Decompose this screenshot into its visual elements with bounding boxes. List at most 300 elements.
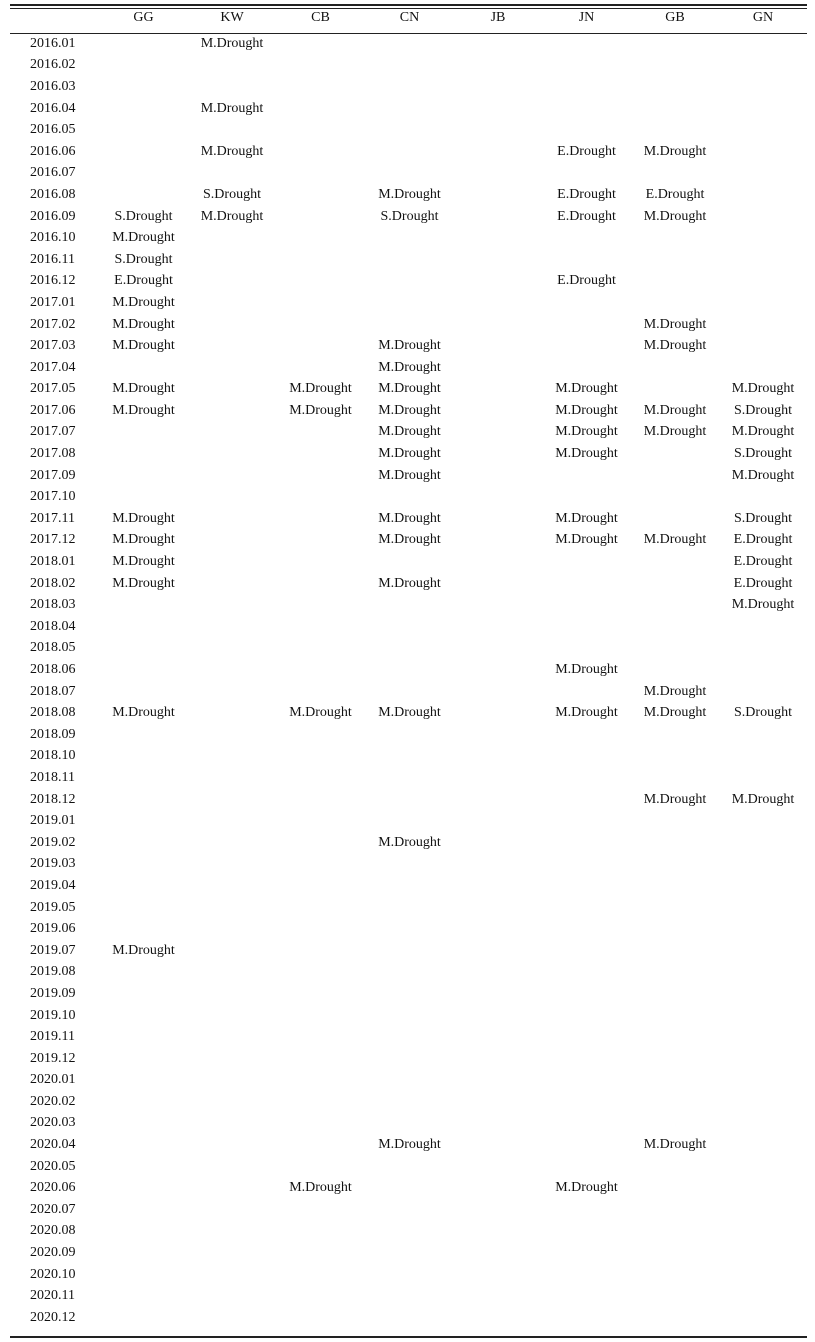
drought-cell-cb xyxy=(276,918,365,940)
drought-cell-gb: M.Drought xyxy=(643,705,707,721)
drought-cell-cn: M.Drought xyxy=(378,381,441,397)
drought-cell-jb xyxy=(454,508,542,530)
row-date: 2017.08 xyxy=(30,446,76,462)
table-row xyxy=(10,206,807,228)
table-row xyxy=(10,249,807,271)
drought-cell-cb xyxy=(276,1156,365,1178)
drought-cell-cn xyxy=(365,227,454,249)
drought-cell-jb xyxy=(454,227,542,249)
drought-cell-gg xyxy=(99,1156,188,1178)
drought-cell-jn xyxy=(542,875,631,897)
drought-cell-jn xyxy=(542,897,631,919)
drought-cell-gb: M.Drought xyxy=(643,208,707,224)
row-date: 2019.10 xyxy=(30,1007,76,1023)
drought-cell-gg xyxy=(99,1307,188,1329)
drought-cell-gn: M.Drought xyxy=(731,381,795,397)
drought-cell-jn xyxy=(542,486,631,508)
drought-cell-gn: E.Drought xyxy=(733,532,793,548)
row-date: 2018.03 xyxy=(30,597,76,613)
drought-cell-gg xyxy=(99,724,188,746)
drought-cell-gg xyxy=(99,98,188,120)
drought-cell-jn: M.Drought xyxy=(555,705,618,721)
drought-cell-cb xyxy=(276,422,365,444)
column-header-cb: CB xyxy=(276,4,365,33)
drought-cell-cn xyxy=(365,1242,454,1264)
drought-cell-jn xyxy=(542,1134,631,1156)
drought-cell-jb xyxy=(454,1285,542,1307)
drought-cell-gn xyxy=(719,1221,807,1243)
drought-cell-jn: E.Drought xyxy=(557,186,616,202)
drought-cell-jn: M.Drought xyxy=(555,1180,618,1196)
drought-cell-gg xyxy=(99,465,188,487)
row-date: 2017.04 xyxy=(30,359,76,375)
row-date: 2019.04 xyxy=(30,877,76,893)
drought-cell-gb xyxy=(631,1242,719,1264)
drought-cell-kw xyxy=(188,379,276,401)
drought-cell-jn xyxy=(542,724,631,746)
drought-cell-cb xyxy=(276,789,365,811)
drought-cell-gg: M.Drought xyxy=(112,575,175,591)
drought-cell-cb xyxy=(276,443,365,465)
drought-cell-gg xyxy=(99,746,188,768)
table-row xyxy=(10,594,807,616)
drought-cell-gg xyxy=(99,422,188,444)
drought-cell-gn xyxy=(719,76,807,98)
drought-cell-jb xyxy=(454,1005,542,1027)
row-date: 2019.11 xyxy=(30,1029,75,1045)
drought-cell-gn xyxy=(719,638,807,660)
drought-cell-gb xyxy=(631,962,719,984)
drought-cell-gg xyxy=(99,1091,188,1113)
drought-cell-kw xyxy=(188,918,276,940)
table-row xyxy=(10,1307,807,1329)
drought-cell-jb xyxy=(454,681,542,703)
drought-cell-gg: M.Drought xyxy=(112,316,175,332)
drought-cell-gn: M.Drought xyxy=(731,424,795,440)
drought-cell-gg xyxy=(99,1221,188,1243)
row-date: 2016.06 xyxy=(30,143,76,159)
drought-cell-gg xyxy=(99,1134,188,1156)
drought-cell-cb xyxy=(276,681,365,703)
drought-cell-kw xyxy=(188,1285,276,1307)
drought-cell-kw xyxy=(188,616,276,638)
drought-cell-cb xyxy=(276,1307,365,1329)
drought-cell-kw xyxy=(188,810,276,832)
row-date: 2019.08 xyxy=(30,964,76,980)
drought-cell-gg: M.Drought xyxy=(112,532,175,548)
drought-cell-jb xyxy=(454,918,542,940)
drought-cell-gn xyxy=(719,897,807,919)
drought-cell-jn: M.Drought xyxy=(555,424,618,440)
drought-cell-gn: E.Drought xyxy=(733,575,793,591)
drought-cell-kw xyxy=(188,594,276,616)
drought-cell-jb xyxy=(454,141,542,163)
drought-cell-gb xyxy=(631,271,719,293)
drought-cell-cb xyxy=(276,854,365,876)
table-row xyxy=(10,314,807,336)
drought-cell-kw xyxy=(188,702,276,724)
drought-cell-cb xyxy=(276,98,365,120)
drought-cell-jb xyxy=(454,1156,542,1178)
table-row xyxy=(10,292,807,314)
drought-cell-gb xyxy=(631,1177,719,1199)
drought-cell-cb xyxy=(276,724,365,746)
drought-cell-kw xyxy=(188,1242,276,1264)
drought-cell-jn xyxy=(542,55,631,77)
drought-cell-cn xyxy=(365,1156,454,1178)
drought-cell-gg: M.Drought xyxy=(112,942,175,958)
drought-cell-jb xyxy=(454,638,542,660)
table-body xyxy=(10,33,807,1329)
drought-cell-gn xyxy=(719,141,807,163)
drought-cell-cn: M.Drought xyxy=(378,338,441,354)
row-date: 2018.04 xyxy=(30,618,76,634)
row-date: 2018.08 xyxy=(30,705,76,721)
drought-cell-gb xyxy=(631,486,719,508)
row-date: 2016.08 xyxy=(30,186,76,202)
drought-cell-gb: E.Drought xyxy=(645,186,705,202)
drought-cell-gn xyxy=(719,681,807,703)
drought-cell-gb xyxy=(631,940,719,962)
drought-cell-jn xyxy=(542,573,631,595)
drought-cell-gg xyxy=(99,616,188,638)
drought-cell-cn xyxy=(365,854,454,876)
drought-cell-gb xyxy=(631,119,719,141)
drought-cell-jb xyxy=(454,357,542,379)
table-row xyxy=(10,1156,807,1178)
drought-cell-gg xyxy=(99,1285,188,1307)
row-date: 2019.09 xyxy=(30,985,76,1001)
drought-cell-cn: M.Drought xyxy=(378,834,441,850)
drought-cell-gg xyxy=(99,443,188,465)
drought-cell-kw xyxy=(188,789,276,811)
column-header-kw: KW xyxy=(188,4,276,33)
drought-cell-gb: M.Drought xyxy=(643,316,707,332)
drought-cell-jn xyxy=(542,1307,631,1329)
drought-cell-gn xyxy=(719,962,807,984)
row-date: 2020.08 xyxy=(30,1223,76,1239)
drought-cell-cn xyxy=(365,1070,454,1092)
drought-cell-cb xyxy=(276,465,365,487)
drought-cell-gn xyxy=(719,1026,807,1048)
table-row xyxy=(10,98,807,120)
drought-cell-gn xyxy=(719,314,807,336)
table-row xyxy=(10,119,807,141)
column-header-gn: GN xyxy=(719,4,807,33)
drought-cell-gb: M.Drought xyxy=(643,532,707,548)
drought-cell-gb xyxy=(631,163,719,185)
drought-cell-jn xyxy=(542,98,631,120)
table-row xyxy=(10,1070,807,1092)
drought-cell-cb xyxy=(276,1091,365,1113)
drought-cell-cn xyxy=(365,659,454,681)
header-row xyxy=(10,4,807,33)
row-date: 2020.09 xyxy=(30,1245,76,1261)
drought-cell-jn xyxy=(542,1113,631,1135)
drought-cell-gb xyxy=(631,443,719,465)
drought-cell-cn xyxy=(365,789,454,811)
row-date: 2018.06 xyxy=(30,662,76,678)
table-row xyxy=(10,184,807,206)
drought-cell-cb xyxy=(276,1048,365,1070)
drought-cell-jb xyxy=(454,486,542,508)
drought-cell-jn: E.Drought xyxy=(557,208,616,224)
drought-cell-gb xyxy=(631,854,719,876)
row-date: 2016.07 xyxy=(30,165,76,181)
drought-cell-cn xyxy=(365,638,454,660)
table-row xyxy=(10,659,807,681)
drought-cell-kw xyxy=(188,1221,276,1243)
drought-cell-jb xyxy=(454,810,542,832)
row-date: 2017.07 xyxy=(30,424,76,440)
drought-cell-gg xyxy=(99,1199,188,1221)
drought-cell-jb xyxy=(454,76,542,98)
row-date: 2016.11 xyxy=(30,251,75,267)
drought-cell-kw xyxy=(188,163,276,185)
drought-cell-kw xyxy=(188,486,276,508)
drought-cell-kw xyxy=(188,638,276,660)
drought-cell-gn xyxy=(719,875,807,897)
drought-cell-cb xyxy=(276,1070,365,1092)
row-date: 2016.05 xyxy=(30,122,76,138)
drought-cell-gg xyxy=(99,918,188,940)
drought-cell-gn: S.Drought xyxy=(734,446,792,462)
drought-cell-gb xyxy=(631,810,719,832)
table-row xyxy=(10,400,807,422)
drought-cell-gn xyxy=(719,227,807,249)
row-date: 2017.01 xyxy=(30,294,76,310)
drought-cell-gn xyxy=(719,1134,807,1156)
drought-cell-cb xyxy=(276,897,365,919)
drought-cell-jb xyxy=(454,789,542,811)
row-date: 2016.04 xyxy=(30,100,76,116)
drought-cell-jn xyxy=(542,1048,631,1070)
drought-cell-gg xyxy=(99,357,188,379)
table-row xyxy=(10,227,807,249)
table-row xyxy=(10,767,807,789)
drought-cell-gn xyxy=(719,271,807,293)
row-date: 2017.05 xyxy=(30,381,76,397)
row-date: 2018.05 xyxy=(30,640,76,656)
drought-cell-gb xyxy=(631,379,719,401)
drought-cell-cb xyxy=(276,1221,365,1243)
drought-cell-gg xyxy=(99,659,188,681)
drought-cell-kw xyxy=(188,1307,276,1329)
drought-cell-gb: M.Drought xyxy=(643,402,707,418)
drought-cell-gb xyxy=(631,1005,719,1027)
table-row xyxy=(10,1091,807,1113)
row-date: 2020.04 xyxy=(30,1137,76,1153)
drought-cell-jn: E.Drought xyxy=(557,143,616,159)
drought-cell-gn xyxy=(719,1242,807,1264)
drought-cell-cb xyxy=(276,1199,365,1221)
drought-cell-gg xyxy=(99,1070,188,1092)
drought-cell-gb xyxy=(631,55,719,77)
drought-cell-gg xyxy=(99,33,188,55)
drought-cell-gn: M.Drought xyxy=(731,791,795,807)
drought-cell-gn xyxy=(719,854,807,876)
drought-cell-cn: S.Drought xyxy=(380,208,439,224)
drought-cell-jb xyxy=(454,206,542,228)
drought-cell-kw xyxy=(188,983,276,1005)
row-date: 2017.02 xyxy=(30,316,76,332)
drought-cell-cb xyxy=(276,962,365,984)
drought-cell-gg xyxy=(99,1177,188,1199)
drought-cell-cb xyxy=(276,875,365,897)
drought-cell-gb: M.Drought xyxy=(643,683,707,699)
table-row xyxy=(10,940,807,962)
drought-cell-kw: M.Drought xyxy=(200,143,264,159)
drought-cell-jn xyxy=(542,983,631,1005)
drought-cell-cb xyxy=(276,767,365,789)
drought-cell-gg xyxy=(99,141,188,163)
drought-cell-gn xyxy=(719,1113,807,1135)
drought-cell-gb xyxy=(631,551,719,573)
drought-cell-kw xyxy=(188,681,276,703)
row-date: 2019.05 xyxy=(30,899,76,915)
row-date: 2018.02 xyxy=(30,575,76,591)
row-date: 2020.03 xyxy=(30,1115,76,1131)
drought-cell-cn xyxy=(365,616,454,638)
drought-cell-jn xyxy=(542,357,631,379)
drought-cell-gb xyxy=(631,1048,719,1070)
drought-cell-jb xyxy=(454,1091,542,1113)
drought-cell-jn xyxy=(542,962,631,984)
drought-cell-jn xyxy=(542,638,631,660)
drought-cell-cn xyxy=(365,271,454,293)
drought-cell-gg: M.Drought xyxy=(112,381,175,397)
table-row xyxy=(10,271,807,293)
drought-cell-cb: M.Drought xyxy=(289,381,352,397)
table-row xyxy=(10,1285,807,1307)
drought-cell-cn xyxy=(365,1113,454,1135)
drought-cell-cn xyxy=(365,962,454,984)
drought-cell-gn xyxy=(719,335,807,357)
drought-cell-jn xyxy=(542,940,631,962)
drought-cell-gb xyxy=(631,249,719,271)
drought-cell-jn xyxy=(542,1221,631,1243)
table-row xyxy=(10,1199,807,1221)
drought-cell-jb xyxy=(454,335,542,357)
drought-cell-cb xyxy=(276,551,365,573)
drought-cell-jn: M.Drought xyxy=(555,662,618,678)
row-date: 2016.10 xyxy=(30,230,76,246)
drought-cell-cn: M.Drought xyxy=(378,359,441,375)
drought-cell-jb xyxy=(454,163,542,185)
drought-cell-jb xyxy=(454,659,542,681)
drought-cell-jn xyxy=(542,1285,631,1307)
drought-cell-gn xyxy=(719,357,807,379)
row-date: 2017.03 xyxy=(30,338,76,354)
drought-cell-jn xyxy=(542,292,631,314)
row-date: 2020.06 xyxy=(30,1180,76,1196)
drought-cell-jb xyxy=(454,379,542,401)
drought-cell-gn xyxy=(719,832,807,854)
drought-cell-gg xyxy=(99,832,188,854)
drought-cell-jn xyxy=(542,810,631,832)
drought-cell-gn xyxy=(719,55,807,77)
table-row xyxy=(10,573,807,595)
drought-cell-cb xyxy=(276,983,365,1005)
drought-cell-kw xyxy=(188,1156,276,1178)
drought-cell-cn xyxy=(365,1026,454,1048)
drought-cell-jb xyxy=(454,940,542,962)
drought-cell-cb xyxy=(276,638,365,660)
row-date: 2019.01 xyxy=(30,813,76,829)
drought-cell-jb xyxy=(454,1242,542,1264)
drought-cell-jb xyxy=(454,616,542,638)
drought-cell-gb xyxy=(631,616,719,638)
table-row xyxy=(10,832,807,854)
drought-cell-gb xyxy=(631,1221,719,1243)
drought-cell-gb xyxy=(631,1026,719,1048)
drought-cell-gg xyxy=(99,810,188,832)
drought-cell-gn xyxy=(719,119,807,141)
drought-cell-cb: M.Drought xyxy=(289,1180,352,1196)
row-date: 2018.07 xyxy=(30,683,76,699)
drought-cell-gb xyxy=(631,508,719,530)
drought-cell-kw xyxy=(188,422,276,444)
drought-cell-kw xyxy=(188,530,276,552)
drought-cell-cb xyxy=(276,55,365,77)
drought-cell-gb xyxy=(631,897,719,919)
drought-cell-jb xyxy=(454,1264,542,1286)
drought-cell-jn xyxy=(542,33,631,55)
drought-cell-jb xyxy=(454,422,542,444)
drought-cell-jn xyxy=(542,314,631,336)
drought-cell-kw: M.Drought xyxy=(200,36,264,52)
column-header-gb: GB xyxy=(631,4,719,33)
row-date: 2018.01 xyxy=(30,554,76,570)
drought-cell-cn xyxy=(365,1307,454,1329)
drought-cell-cn: M.Drought xyxy=(378,510,441,526)
table-row xyxy=(10,962,807,984)
drought-cell-gb xyxy=(631,292,719,314)
drought-cell-cn xyxy=(365,141,454,163)
table-row xyxy=(10,422,807,444)
table-row xyxy=(10,443,807,465)
table-row xyxy=(10,379,807,401)
drought-cell-jb xyxy=(454,1307,542,1329)
row-date: 2018.11 xyxy=(30,769,75,785)
drought-cell-gg xyxy=(99,119,188,141)
drought-cell-cn: M.Drought xyxy=(378,1137,441,1153)
table-row xyxy=(10,875,807,897)
drought-cell-jn: M.Drought xyxy=(555,381,618,397)
drought-cell-kw xyxy=(188,443,276,465)
table-row xyxy=(10,357,807,379)
drought-cell-jn xyxy=(542,854,631,876)
drought-cell-cn: M.Drought xyxy=(378,705,441,721)
drought-cell-jn xyxy=(542,1005,631,1027)
drought-cell-cn xyxy=(365,314,454,336)
drought-cell-jb xyxy=(454,98,542,120)
row-date: 2016.09 xyxy=(30,208,76,224)
drought-cell-kw xyxy=(188,76,276,98)
row-date: 2020.10 xyxy=(30,1266,76,1282)
drought-cell-gb xyxy=(631,465,719,487)
row-date: 2018.10 xyxy=(30,748,76,764)
drought-cell-jn xyxy=(542,1026,631,1048)
row-date: 2019.06 xyxy=(30,921,76,937)
drought-cell-cn xyxy=(365,940,454,962)
table-row xyxy=(10,918,807,940)
drought-cell-jb xyxy=(454,962,542,984)
drought-cell-cb xyxy=(276,1242,365,1264)
drought-cell-gg xyxy=(99,875,188,897)
drought-cell-gb xyxy=(631,1113,719,1135)
drought-cell-kw xyxy=(188,962,276,984)
